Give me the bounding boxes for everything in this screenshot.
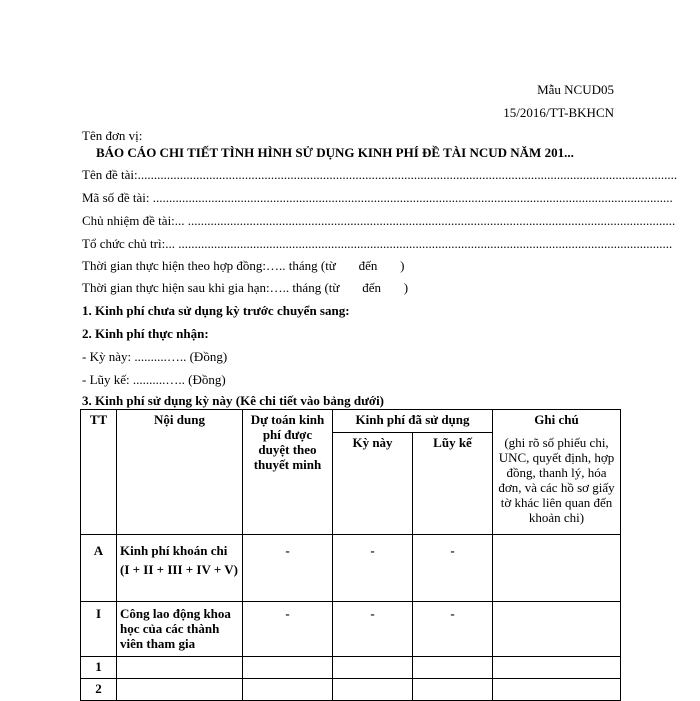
form-code: Mẫu NCUD05 [537, 82, 614, 97]
row-estimate: - [243, 602, 333, 657]
row-period [333, 679, 413, 701]
table-row [81, 602, 621, 657]
header-used: Kinh phí đã sử dụng [333, 410, 493, 433]
row-notes [493, 535, 621, 602]
header-notes-title: Ghi chú [534, 412, 579, 427]
field-fill: ................................................................................................................................................................ [152, 190, 673, 205]
received-cumulative: - Lũy kế: ..........….. (Đồng) [82, 372, 226, 387]
field-label: Mã số đề tài: [82, 190, 153, 205]
section-1-heading: 1. Kinh phí chưa sử dụng kỳ trước chuyển sang: [82, 303, 350, 318]
row-period: - [333, 602, 413, 657]
row-period: - [333, 535, 413, 602]
table-row [81, 535, 621, 602]
header-notes-detail: (ghi rõ số phiếu chi, UNC, quyết định, hợp đồng, thanh lý, hóa đơn, và các hồ sơ giấy tờ khác liên quan đến khoản chi) [498, 435, 615, 525]
field-label: Tên đề tài: [82, 167, 138, 182]
row-tt: I [81, 602, 117, 657]
circular-number: 15/2016/TT-BKHCN [503, 105, 614, 120]
received-this-period: - Kỳ này: ..........….. (Đồng) [82, 349, 228, 364]
row-notes [493, 679, 621, 701]
time-extended: Thời gian thực hiện sau khi gia hạn:….. tháng (từ đến ) [82, 280, 409, 295]
row-cumulative: - [413, 602, 493, 657]
row-estimate [243, 657, 333, 679]
report-title: BÁO CÁO CHI TIẾT TÌNH HÌNH SỬ DỤNG KINH PHÍ ĐỀ TÀI NCUD NĂM 201... [96, 145, 574, 160]
row-tt: 1 [81, 657, 117, 679]
field-label: Tổ chức chủ trì:... [82, 236, 179, 251]
table-header-row [81, 410, 621, 433]
header-period: Kỳ này [333, 433, 413, 535]
header-estimate: Dự toán kinh phí được duyệt theo thuyết minh [243, 410, 333, 535]
row-estimate [243, 679, 333, 701]
time-contract: Thời gian thực hiện theo hợp đồng:….. tháng (từ đến ) [82, 258, 405, 273]
header-notes [493, 410, 621, 535]
table-row [81, 657, 621, 679]
header-content: Nội dung [117, 410, 243, 535]
section-3-heading: 3. Kinh phí sử dụng kỳ này (Kê chi tiết vào bảng dưới) [82, 393, 385, 408]
row-content: Công lao động khoa học của các thành viên tham gia [117, 602, 243, 657]
field-project-code [82, 190, 673, 206]
header-tt: TT [81, 410, 117, 535]
field-fill: ...................................................................................................................................................... [187, 213, 676, 228]
row-content-formula: (I + II + III + IV + V) [120, 562, 239, 577]
field-fill: ...................................................................................................................................................................... [137, 167, 678, 182]
header-cumulative: Lũy kế [413, 433, 493, 535]
row-content [117, 535, 243, 602]
row-content-main: Kinh phí khoán chi [120, 543, 228, 558]
row-content [117, 657, 243, 679]
row-tt: 2 [81, 679, 117, 701]
row-content [117, 679, 243, 701]
row-period [333, 657, 413, 679]
row-cumulative [413, 657, 493, 679]
row-estimate: - [243, 535, 333, 602]
row-tt: A [81, 535, 117, 602]
expense-table [80, 409, 621, 701]
field-label: Chủ nhiệm đề tài:... [82, 213, 188, 228]
field-host-organization [82, 236, 673, 252]
row-notes [493, 657, 621, 679]
field-project-name [82, 167, 678, 183]
field-fill: ........................................................................................................................................................ [178, 236, 673, 251]
table-row [81, 679, 621, 701]
row-cumulative: - [413, 535, 493, 602]
section-2-heading: 2. Kinh phí thực nhận: [82, 326, 209, 341]
field-project-leader [82, 213, 676, 229]
row-notes [493, 602, 621, 657]
row-cumulative [413, 679, 493, 701]
unit-label: Tên đơn vị: [82, 128, 143, 143]
